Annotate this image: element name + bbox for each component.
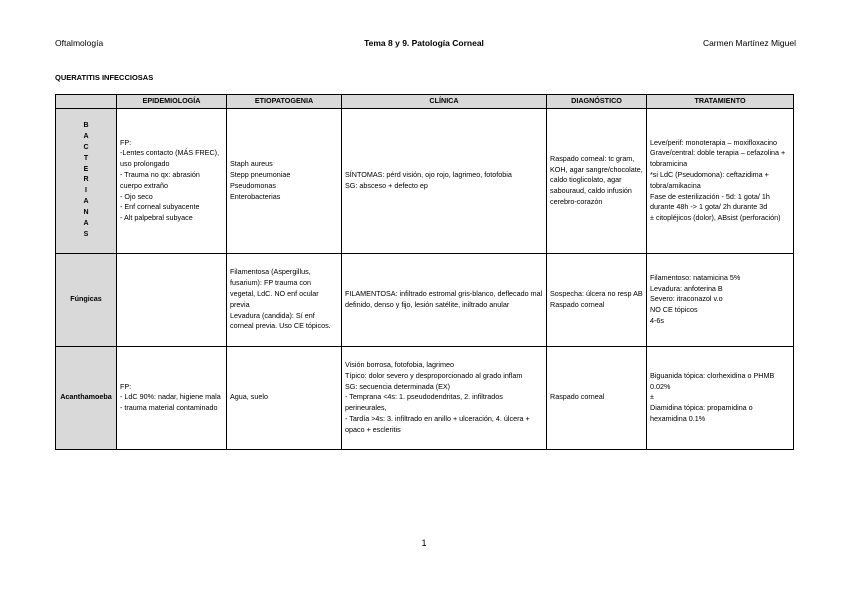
category-bacterianas xyxy=(56,108,117,253)
section-title: QUERATITIS INFECCIOSAS xyxy=(55,73,154,82)
category-letter: E xyxy=(83,165,89,173)
category-fungicas: Fúngicas xyxy=(56,253,117,346)
column-header-etiopatogenia: ETIOPATOGENIA xyxy=(227,95,342,109)
cell-line: Visión borrosa, fotofobia, lagrimeo xyxy=(345,360,454,369)
cell-etiopatogenia xyxy=(227,108,342,253)
cell-tratamiento xyxy=(647,253,794,346)
cell-line: Levadura (candida): Sí enf corneal previa. Uso CE tópicos. xyxy=(230,310,331,331)
cell-line: -Lentes contacto (MÁS FREC), uso prolongado xyxy=(120,148,220,169)
category-letter: I xyxy=(85,187,87,195)
cell-line: Enterobacterias xyxy=(230,191,281,201)
cell-line: FP: xyxy=(120,137,132,147)
table-header-row xyxy=(56,95,794,109)
category-letter: C xyxy=(83,143,89,151)
cell-clinica xyxy=(342,108,547,253)
header-title: Tema 8 y 9. Patología Corneal xyxy=(364,38,484,48)
table-row-fungicas xyxy=(56,253,794,346)
cell-line: SÍNTOMAS: pérd visión, ojo rojo, lagrimeo, fotofobia xyxy=(345,170,512,179)
cell-line: - Enf corneal subyacente xyxy=(120,202,200,212)
cell-clinica xyxy=(342,253,547,346)
cell-line: Staph aureus xyxy=(230,159,273,169)
category-letter: N xyxy=(83,208,89,216)
cell-clinica xyxy=(342,346,547,449)
cell-line: Raspado corneal xyxy=(550,392,605,402)
cell-line: Severo: itraconazol v.o xyxy=(650,294,723,304)
category-letter: A xyxy=(83,133,89,140)
cell-line: Diamidina tópica: propamidina o hexamidina 0.1% xyxy=(650,403,753,423)
cell-diagnostico xyxy=(547,346,647,449)
cell-line: Agua, suelo xyxy=(230,392,268,402)
cell-diagnostico xyxy=(547,108,647,253)
cell-tratamiento xyxy=(647,346,794,449)
category-letter: A xyxy=(83,198,89,206)
column-header-epidemiologia: EPIDEMIOLOGÍA xyxy=(117,95,227,109)
page-number: 1 xyxy=(421,538,427,548)
category-letter: R xyxy=(83,176,89,184)
column-header-diagnostico: DIAGNÓSTICO xyxy=(547,95,647,109)
cell-line: Raspado corneal xyxy=(550,299,605,309)
cell-line: FILAMENTOSA: infiltrado estromal gris-blanco, deflecado mal definido, denso y fijo, lesión satélite, iniltrado anular xyxy=(345,289,543,309)
cell-line: Filamentosa (Aspergillus, fusarium): FP trauma con vegetal, LdC. NO enf ocular previa xyxy=(230,267,319,309)
cell-line: Grave/central: doble terapia – cefazolina + tobramicina xyxy=(650,148,786,169)
cell-epidemiologia xyxy=(117,108,227,253)
cell-line: ± citopléjicos (dolor), ABsist (perforación) xyxy=(650,213,781,223)
cell-line: SG: secuencia determinada (EX) xyxy=(345,381,451,391)
category-letter: S xyxy=(83,230,89,238)
cell-tratamiento xyxy=(647,108,794,253)
cell-line: Raspado corneal: tc gram, KOH, agar sangre/chocolate, caldo tioglicolato, agar sabouraud, caldo infusión cerebro-corazón xyxy=(550,153,643,206)
cell-line: Levadura: anfoterina B xyxy=(650,283,723,293)
cell-line: - LdC 90%: nadar, higiene mala xyxy=(120,392,221,402)
header-subject: Oftalmología xyxy=(55,38,104,48)
table-row-bacterianas xyxy=(56,108,794,253)
column-header-clinica: CLÍNICA xyxy=(342,95,547,109)
cell-line: FP: xyxy=(120,381,132,391)
category-letter: T xyxy=(83,154,89,162)
cell-line: Stepp pneumoniae xyxy=(230,170,291,179)
cell-epidemiologia xyxy=(117,253,227,346)
cell-line: Sospecha: úlcera no resp AB xyxy=(550,289,643,298)
cell-line: Filamentoso: natamicina 5% xyxy=(650,272,741,282)
cell-line: 4-6s xyxy=(650,315,664,325)
column-header-tratamiento: TRATAMIENTO xyxy=(647,95,794,109)
cell-line: - Tardía >4s: 3. infiltrado en anillo + ulceración, 4. úlcera + opaco + escleritis xyxy=(345,413,530,434)
cell-line: - Trauma no qx: abrasión cuerpo extraño xyxy=(120,170,200,190)
cell-line: - Alt palpebral subyace xyxy=(120,213,193,223)
category-acanthamoeba: Acanthamoeba xyxy=(56,346,117,449)
cell-epidemiologia xyxy=(117,346,227,449)
cell-line: - trauma material contaminado xyxy=(120,403,218,413)
cell-line: - Ojo seco xyxy=(120,191,153,201)
cell-diagnostico xyxy=(547,253,647,346)
column-header xyxy=(56,95,117,109)
cell-line: ± xyxy=(650,392,654,402)
category-letter: B xyxy=(83,122,89,130)
cell-line: SG: absceso + defecto ep xyxy=(345,180,428,190)
header-author: Carmen Martínez Miguel xyxy=(702,38,796,48)
table-row-acanthamoeba xyxy=(56,346,794,449)
cell-line: Típico: dolor severo y desproporcionado al grado inflam xyxy=(345,370,523,380)
cell-line: Biguanida tópica: clorhexidina o PHMB 0.02% xyxy=(650,370,775,391)
keratitis-table xyxy=(55,94,794,450)
cell-line: Leve/perif: monoterapia – moxifloxacino xyxy=(650,137,778,147)
cell-etiopatogenia xyxy=(227,253,342,346)
category-letter: A xyxy=(83,219,89,227)
cell-line: - Temprana <4s: 1. pseudodendritas, 2. infiltrados perineurales, xyxy=(345,392,503,413)
cell-line: Pseudomonas xyxy=(230,180,276,190)
cell-line: Fase de esterilización - 5d: 1 gota/ 1h durante 48h -> 1 gota/ 2h durante 3d xyxy=(650,191,770,212)
cell-etiopatogenia xyxy=(227,346,342,449)
cell-line: NO CE tópicos xyxy=(650,305,698,315)
cell-line: *si LdC (Pseudomona): ceftazidima + tobra/amikacina xyxy=(650,170,769,190)
